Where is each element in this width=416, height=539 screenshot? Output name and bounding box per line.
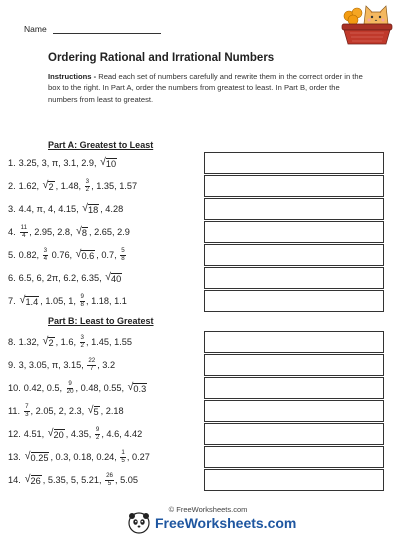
problem-number: 8. (8, 337, 16, 347)
number-text: , 1.18, 1.1 (85, 296, 127, 306)
numerator: 22 (88, 356, 96, 364)
answer-box-a-4[interactable] (204, 221, 384, 243)
name-input-line[interactable] (53, 24, 161, 34)
oranges-icon (344, 8, 362, 25)
number-text: , 5.05 (114, 475, 138, 485)
square-root (25, 474, 42, 486)
fraction (87, 358, 96, 372)
square-root (88, 405, 100, 417)
numerator: 7 (25, 402, 29, 410)
number-text: , 5.35, 5, 5.21, (42, 475, 105, 485)
radical-sign-icon: √ (42, 179, 49, 191)
square-root (48, 428, 65, 440)
fraction (85, 179, 90, 193)
footer-brand (128, 512, 308, 534)
answer-box-b-7[interactable] (204, 469, 384, 491)
problem-b-3 (8, 377, 148, 399)
number-text: 6.5, 6, 2π, 6.2, 6.35, (18, 273, 105, 283)
radicand: 8 (81, 228, 87, 238)
denominator: 5 (121, 456, 125, 464)
number-text: 0.76, (49, 250, 75, 260)
number-text: , 0.48, 0.55, (75, 383, 127, 393)
radical-sign-icon: √ (100, 156, 106, 168)
numerator: 1 (121, 448, 125, 456)
fraction (80, 294, 85, 308)
answer-box-a-2[interactable] (204, 175, 384, 197)
name-field-row (24, 24, 161, 34)
numerator: 26 (106, 471, 113, 479)
radical-sign-icon: √ (19, 294, 26, 306)
problem-a-1 (8, 152, 118, 174)
radicand: 40 (110, 274, 122, 284)
problem-number: 5. (8, 250, 16, 260)
denominator: 8 (80, 300, 84, 308)
footer-copyright: © FreeWorksheets.com (168, 505, 248, 514)
answer-box-a-7[interactable] (204, 290, 384, 312)
numerator: 3 (85, 177, 90, 185)
denominator: 7 (90, 364, 94, 372)
square-root (43, 336, 55, 348)
radical-sign-icon: √ (87, 404, 94, 416)
number-text: 0.82, (18, 250, 42, 260)
number-text: , 0.3, 0.18, 0.24, (50, 452, 120, 462)
denominator: 4 (43, 254, 48, 262)
radicand: 20 (53, 430, 64, 440)
radicand: 2 (48, 338, 54, 348)
number-text: 0.42, 0.5, (23, 383, 65, 393)
denominator: 8 (121, 254, 125, 262)
number-text: 4.4, π, 4, 4.15, (18, 204, 82, 214)
square-root (43, 180, 55, 192)
problem-number: 2. (8, 181, 16, 191)
numerator: 9 (80, 292, 84, 300)
number-text: , 2.65, 2.9 (88, 227, 130, 237)
fraction (20, 225, 28, 239)
instructions (48, 71, 368, 105)
panda-logo-icon (128, 512, 150, 534)
answer-box-b-1[interactable] (204, 331, 384, 353)
answer-box-a-6[interactable] (204, 267, 384, 289)
radical-sign-icon: √ (105, 271, 111, 283)
square-root (25, 451, 50, 463)
problem-b-1 (8, 331, 132, 353)
square-root (76, 226, 88, 238)
problem-number: 9. (8, 360, 16, 370)
part-a-heading: Part A: Greatest to Least (48, 140, 154, 150)
radical-sign-icon: √ (47, 427, 54, 439)
number-text: 4.51, (23, 429, 47, 439)
denominator: 2 (80, 341, 84, 349)
cat-basket-illustration (336, 2, 396, 46)
square-root (105, 272, 122, 284)
denominator: 2 (95, 433, 100, 441)
radical-sign-icon: √ (76, 225, 82, 237)
problem-number: 13. (8, 452, 21, 462)
radical-sign-icon: √ (24, 473, 31, 485)
number-text: 3, 3.05, π, 3.15, (18, 360, 87, 370)
number-text: 3.25, 3, π, 3.1, 2.9, (18, 158, 100, 168)
number-text: , 1.05, 1, (40, 296, 79, 306)
problem-a-3 (8, 198, 123, 220)
radicand: 18 (87, 205, 99, 215)
fraction (95, 427, 100, 441)
cat-icon (364, 6, 388, 24)
number-text: , 2.05, 2, 2.3, (30, 406, 87, 416)
problem-b-5 (8, 423, 142, 445)
fraction (66, 381, 75, 395)
numerator: 9 (68, 379, 72, 387)
square-root (82, 203, 99, 215)
answer-box-b-3[interactable] (204, 377, 384, 399)
answer-box-a-5[interactable] (204, 244, 384, 266)
worksheet-title: Ordering Rational and Irrational Numbers (48, 52, 275, 64)
denominator: 3 (25, 410, 29, 418)
problem-b-4 (8, 400, 124, 422)
instructions-label: Instructions - (48, 72, 97, 81)
radicand: 0.6 (81, 251, 95, 261)
problem-number: 4. (8, 227, 16, 237)
number-text: , 4.28 (100, 204, 124, 214)
number-text: , 1.48, (55, 181, 84, 191)
radical-sign-icon: √ (127, 381, 134, 393)
number-text: 1.62, (18, 181, 42, 191)
number-text: , 2.18 (100, 406, 124, 416)
problem-b-7 (8, 469, 138, 491)
number-text: , 4.35, (65, 429, 94, 439)
fraction (120, 248, 125, 262)
number-text: , 0.27 (126, 452, 150, 462)
number-text: , 0.7, (96, 250, 120, 260)
number-text: , 2.95, 2.8, (29, 227, 76, 237)
radical-sign-icon: √ (75, 248, 82, 260)
answer-box-b-2[interactable] (204, 354, 384, 376)
answer-box-b-6[interactable] (204, 446, 384, 468)
radicand: 0.3 (133, 384, 147, 394)
footer-brand-text: FreeWorksheets.com (155, 515, 297, 531)
problem-a-7 (8, 290, 127, 312)
numerator: 3 (43, 246, 48, 254)
problem-a-4 (8, 221, 130, 243)
fraction (24, 404, 29, 418)
fraction (105, 473, 114, 487)
fraction (43, 248, 48, 262)
radicand: 26 (30, 476, 41, 486)
problem-number: 7. (8, 296, 16, 306)
radicand: 10 (105, 159, 117, 169)
problem-number: 10. (8, 383, 21, 393)
problem-a-6 (8, 267, 123, 289)
numerator: 3 (80, 333, 84, 341)
numerator: 5 (121, 246, 125, 254)
name-label: Name (24, 24, 47, 34)
denominator: 5 (107, 479, 112, 487)
denominator: 4 (22, 231, 26, 239)
instructions-text: Read each set of numbers carefully and rewrite them in the correct order in the box to the right. In Part A, order the numbers from greatest to least. In Part B, order the numbers from least to greatest. (48, 72, 363, 104)
denominator: 20 (66, 387, 74, 395)
denominator: 2 (85, 185, 90, 193)
number-text: , 1.45, 1.55 (86, 337, 132, 347)
number-text: , 4.6, 4.42 (101, 429, 143, 439)
square-root (76, 249, 96, 261)
answer-box-a-3[interactable] (204, 198, 384, 220)
fraction (120, 450, 125, 464)
numerator: 9 (95, 425, 100, 433)
part-b-heading: Part B: Least to Greatest (48, 316, 154, 326)
problem-number: 14. (8, 475, 21, 485)
square-root (20, 295, 40, 307)
answer-box-b-4[interactable] (204, 400, 384, 422)
numerator: 11 (20, 223, 28, 231)
fraction (80, 335, 85, 349)
number-text: , 3.2 (97, 360, 116, 370)
radicand: 1.4 (25, 297, 39, 307)
number-text: 1.32, (18, 337, 42, 347)
answer-box-b-5[interactable] (204, 423, 384, 445)
radical-sign-icon: √ (82, 202, 88, 214)
number-text: , 1.35, 1.57 (91, 181, 138, 191)
problem-number: 6. (8, 273, 16, 283)
problem-number: 3. (8, 204, 16, 214)
problem-b-6 (8, 446, 150, 468)
square-root (100, 157, 117, 169)
radical-sign-icon: √ (42, 335, 49, 347)
square-root (128, 382, 148, 394)
problem-b-2 (8, 354, 115, 376)
radicand: 2 (48, 182, 54, 192)
problem-number: 1. (8, 158, 16, 168)
problem-a-5 (8, 244, 127, 266)
answer-box-a-1[interactable] (204, 152, 384, 174)
problem-a-2 (8, 175, 137, 197)
basket-icon (342, 24, 392, 44)
problem-number: 12. (8, 429, 21, 439)
radicand: 0.25 (30, 453, 49, 463)
radicand: 5 (93, 407, 99, 417)
number-text: , 1.6, (55, 337, 79, 347)
problem-number: 11. (8, 406, 21, 416)
radical-sign-icon: √ (24, 450, 31, 462)
